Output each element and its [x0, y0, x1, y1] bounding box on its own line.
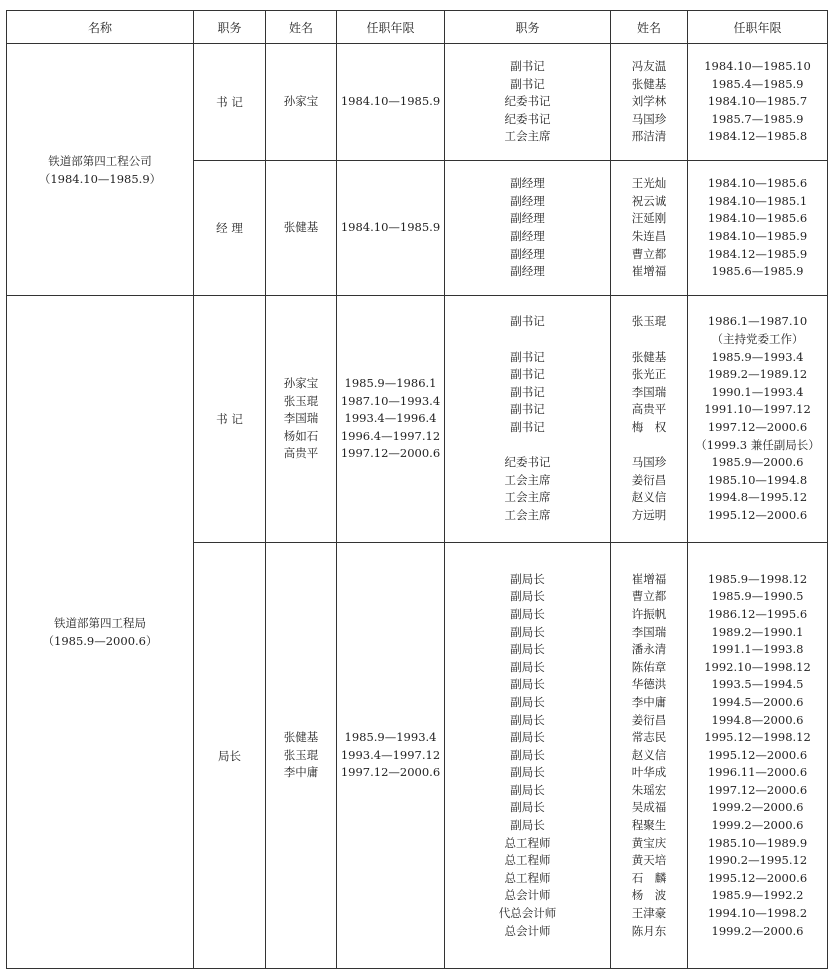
deputy-post: 副局长 — [510, 730, 545, 745]
deputy-post: 总工程师 — [504, 835, 551, 850]
group-row — [7, 296, 828, 543]
person-name: 李中庸 — [283, 765, 319, 780]
deputy-term: 1984.10—1985.10 — [704, 59, 811, 74]
post-cell: 书 记 — [194, 44, 266, 161]
deputy-term: 1986.1—1987.10 — [707, 314, 808, 329]
deputy-post: 副局长 — [510, 571, 545, 586]
org-cell — [7, 44, 194, 296]
deputy-name: 崔增福 — [631, 571, 667, 586]
deputy-name-cell — [611, 543, 688, 969]
deputy-post: 副局长 — [510, 712, 545, 727]
deputy-term: 1984.10—1985.6 — [707, 211, 808, 226]
deputy-name — [611, 331, 687, 349]
deputy-name: 常志民 — [631, 730, 667, 745]
deputy-term: 1996.11—2000.6 — [707, 765, 808, 780]
deputy-post: 副书记 — [510, 349, 545, 364]
deputy-name: 刘学林 — [631, 94, 667, 109]
deputy-term: 1999.2—2000.6 — [711, 923, 804, 938]
deputy-name: 赵义信 — [631, 490, 667, 505]
deputy-post: 副书记 — [510, 314, 545, 329]
deputy-name: 张玉琨 — [631, 314, 667, 329]
deputy-term: 1997.12—2000.6 — [707, 782, 808, 797]
deputy-name: 曹立都 — [631, 589, 667, 604]
term-value: 1996.4—1997.12 — [340, 428, 441, 443]
deputy-post: 副局长 — [510, 747, 545, 762]
deputy-name: 梅 权 — [631, 420, 667, 434]
group-row — [7, 44, 828, 161]
deputy-post: 副经理 — [510, 193, 545, 208]
deputy-term: 1994.8—1995.12 — [707, 490, 808, 505]
deputy-post: 副局长 — [510, 642, 545, 657]
header-term2: 任职年限 — [688, 11, 828, 44]
term-value: 1985.9—1986.1 — [344, 376, 437, 391]
deputy-post: 副书记 — [510, 384, 545, 399]
person-name: 高贵平 — [283, 446, 319, 461]
deputy-name: 程聚生 — [631, 818, 667, 833]
term-value: 1993.4—1997.12 — [340, 747, 441, 762]
deputy-term: 1984.10—1985.6 — [707, 176, 808, 191]
deputy-post: 副局长 — [510, 800, 545, 815]
term-cell — [337, 161, 445, 296]
deputy-post: 副书记 — [510, 402, 545, 417]
deputy-post: 工会主席 — [504, 129, 551, 144]
deputy-name: 曹立都 — [631, 246, 667, 261]
deputy-name: 冯友温 — [631, 59, 667, 74]
deputy-post: 副局长 — [510, 659, 545, 674]
deputy-term: 1984.10—1985.9 — [707, 229, 808, 243]
deputy-term: （主持党委工作） — [711, 332, 804, 347]
deputy-term: 1985.9—1998.12 — [707, 571, 808, 586]
people-cell — [266, 44, 337, 161]
deputy-name: 许振帆 — [631, 606, 667, 621]
term-value: 1985.9—1993.4 — [344, 730, 437, 745]
deputy-post: 副局长 — [510, 818, 545, 833]
deputy-term: 1985.7—1985.9 — [711, 111, 804, 126]
deputy-term: 1995.12—2000.6 — [707, 507, 808, 522]
deputy-post — [445, 331, 610, 349]
deputy-post: 纪委书记 — [504, 94, 551, 109]
deputy-term: 1990.2—1995.12 — [707, 853, 808, 868]
deputy-term: 1999.2—2000.6 — [711, 800, 804, 815]
person-name: 张玉琨 — [283, 393, 319, 408]
deputy-term: 1991.1—1993.8 — [711, 642, 804, 657]
deputy-name: 姜衍昌 — [631, 472, 667, 487]
person-name: 杨如石 — [283, 428, 319, 443]
deputy-name: 马国珍 — [631, 111, 667, 126]
deputy-term-cell — [688, 296, 828, 543]
deputy-name: 姜衍昌 — [631, 712, 667, 727]
deputy-term-cell — [688, 543, 828, 969]
deputy-post: 总工程师 — [504, 870, 551, 885]
deputy-post: 工会主席 — [504, 472, 551, 487]
deputy-name: 张健基 — [631, 76, 667, 91]
term-cell — [337, 296, 445, 543]
header-person2: 姓名 — [611, 11, 688, 44]
deputy-name: 李中庸 — [631, 694, 667, 709]
org-period: （1985.9—2000.6） — [42, 634, 158, 648]
deputy-name: 吴成福 — [631, 800, 667, 815]
deputy-name: 叶华成 — [631, 765, 667, 780]
deputy-name: 王光灿 — [631, 176, 667, 191]
deputy-post: 副书记 — [510, 76, 545, 91]
deputy-name: 杨 波 — [631, 888, 667, 903]
deputy-name: 黄宝庆 — [631, 835, 667, 850]
deputy-name: 李国瑞 — [631, 624, 667, 639]
deputy-post: 副局长 — [510, 765, 545, 780]
deputy-name: 赵义信 — [631, 747, 667, 762]
post-cell: 局长 — [194, 543, 266, 969]
deputy-term: 1985.9—1993.4 — [711, 349, 804, 364]
people-cell — [266, 296, 337, 543]
deputy-post-cell — [445, 161, 611, 296]
term-value: 1987.10—1993.4 — [340, 393, 441, 408]
deputy-name-cell — [611, 161, 688, 296]
deputy-post: 工会主席 — [504, 490, 551, 505]
deputy-post: 副经理 — [510, 211, 545, 226]
deputy-post-cell — [445, 543, 611, 969]
deputy-post: 总工程师 — [504, 853, 551, 868]
deputy-post: 副书记 — [510, 367, 545, 382]
term-value: 1984.10—1985.9 — [340, 220, 441, 235]
org-name: 铁道部第四工程公司 — [48, 153, 152, 168]
deputy-term: 1985.10—1994.8 — [707, 472, 808, 487]
person-name: 孙家宝 — [283, 376, 319, 391]
deputy-name: 张光正 — [631, 367, 667, 382]
deputy-term: 1985.4—1985.9 — [711, 76, 804, 91]
deputy-name: 朱连昌 — [631, 229, 667, 243]
deputy-term: 1993.5—1994.5 — [711, 677, 804, 692]
deputy-name: 王津豪 — [631, 906, 667, 921]
deputy-name: 高贵平 — [631, 402, 667, 417]
deputy-term-cell — [688, 44, 828, 161]
deputy-term: 1994.10—1998.2 — [707, 906, 808, 921]
deputy-name: 陈月东 — [631, 923, 667, 938]
leadership-table — [6, 10, 828, 969]
deputy-term: 1986.12—1995.6 — [707, 606, 808, 621]
deputy-name: 陈佑章 — [631, 659, 667, 674]
deputy-post: 副经理 — [510, 229, 545, 243]
deputy-post: 副经理 — [510, 264, 545, 279]
term-cell — [337, 543, 445, 969]
deputy-post: 副局长 — [510, 677, 545, 692]
deputy-term: 1985.6—1985.9 — [711, 264, 804, 279]
deputy-post: 纪委书记 — [504, 111, 551, 126]
person-name: 张玉琨 — [283, 747, 319, 762]
term-value: 1984.10—1985.9 — [340, 94, 441, 109]
deputy-post-cell — [445, 296, 611, 543]
org-cell — [7, 296, 194, 969]
term-value: 1997.12—2000.6 — [340, 765, 441, 780]
header-name: 名称 — [7, 11, 194, 44]
deputy-name: 汪延刚 — [631, 211, 667, 226]
people-cell — [266, 161, 337, 296]
deputy-post: 副经理 — [510, 176, 545, 191]
deputy-name: 朱瑶宏 — [631, 782, 667, 797]
term-cell — [337, 44, 445, 161]
deputy-name: 祝云诚 — [631, 193, 667, 208]
deputy-name: 石 麟 — [631, 870, 667, 885]
deputy-term: 1999.2—2000.6 — [711, 818, 804, 833]
post-cell: 经 理 — [194, 161, 266, 296]
deputy-term: 1992.10—1998.12 — [704, 659, 811, 674]
deputy-term: 1985.9—1992.2 — [711, 888, 804, 903]
deputy-term: 1984.12—1985.8 — [707, 129, 808, 144]
deputy-term: 1990.1—1993.4 — [711, 384, 804, 399]
person-name: 张健基 — [283, 220, 319, 235]
deputy-post: 副局长 — [510, 782, 545, 797]
org-name: 铁道部第四工程局 — [54, 616, 146, 630]
deputy-name-cell — [611, 296, 688, 543]
deputy-term: 1991.10—1997.12 — [704, 402, 811, 417]
person-name: 孙家宝 — [283, 94, 319, 109]
deputy-name: 方远明 — [631, 507, 667, 522]
deputy-term: 1985.10—1989.9 — [707, 835, 808, 850]
header-person: 姓名 — [266, 11, 337, 44]
deputy-post: 工会主席 — [504, 507, 551, 522]
deputy-term: 1985.9—1990.5 — [711, 589, 804, 604]
deputy-name: 李国瑞 — [631, 384, 667, 399]
deputy-post: 副局长 — [510, 624, 545, 639]
deputy-post: 总会计师 — [504, 888, 551, 903]
header-post: 职务 — [194, 11, 266, 44]
deputy-term: 1995.12—2000.6 — [707, 747, 808, 762]
deputy-name: 马国珍 — [631, 455, 667, 470]
deputy-name: 华德洪 — [631, 677, 667, 692]
deputy-term: 1984.12—1985.9 — [707, 246, 808, 261]
person-name: 张健基 — [283, 730, 319, 745]
deputy-term: 1985.9—2000.6 — [711, 455, 804, 470]
deputy-post: 代总会计师 — [498, 906, 557, 921]
deputy-term: 1989.2—1989.12 — [707, 367, 808, 382]
deputy-name: 潘永清 — [631, 642, 667, 657]
deputy-post: 副局长 — [510, 694, 545, 709]
deputy-name: 邢洁清 — [631, 129, 667, 144]
org-period: （1984.10—1985.9） — [38, 171, 162, 186]
term-value: 1993.4—1996.4 — [344, 411, 437, 426]
deputy-name — [611, 437, 687, 455]
deputy-term: 1995.12—2000.6 — [707, 870, 808, 885]
header-term: 任职年限 — [337, 11, 445, 44]
deputy-post: 副经理 — [510, 246, 545, 261]
deputy-term: 1984.10—1985.1 — [707, 193, 808, 208]
deputy-term-cell — [688, 161, 828, 296]
term-value: 1997.12—2000.6 — [340, 446, 441, 461]
deputy-post: 副书记 — [510, 59, 545, 74]
post-cell: 书 记 — [194, 296, 266, 543]
deputy-term: 1994.8—2000.6 — [711, 712, 804, 727]
deputy-term: 1994.5—2000.6 — [711, 694, 804, 709]
deputy-term: 1984.10—1985.7 — [707, 94, 808, 109]
deputy-name: 黄天培 — [631, 853, 667, 868]
deputy-post: 副书记 — [510, 420, 545, 434]
deputy-post: 纪委书记 — [504, 455, 551, 470]
deputy-post: 总会计师 — [504, 923, 551, 938]
deputy-term: 1995.12—1998.12 — [704, 730, 811, 745]
deputy-name: 崔增福 — [631, 264, 667, 279]
header-post2: 职务 — [445, 11, 611, 44]
deputy-term: （1999.3 兼任副局长） — [695, 437, 820, 452]
deputy-post-cell — [445, 44, 611, 161]
deputy-name-cell — [611, 44, 688, 161]
deputy-post: 副局长 — [510, 606, 545, 621]
deputy-term: 1997.12—2000.6 — [707, 420, 808, 434]
people-cell — [266, 543, 337, 969]
header-row — [7, 11, 828, 44]
deputy-name: 张健基 — [631, 349, 667, 364]
deputy-term: 1989.2—1990.1 — [711, 624, 804, 639]
deputy-post — [445, 437, 610, 455]
person-name: 李国瑞 — [283, 411, 319, 426]
deputy-post: 副局长 — [510, 589, 545, 604]
